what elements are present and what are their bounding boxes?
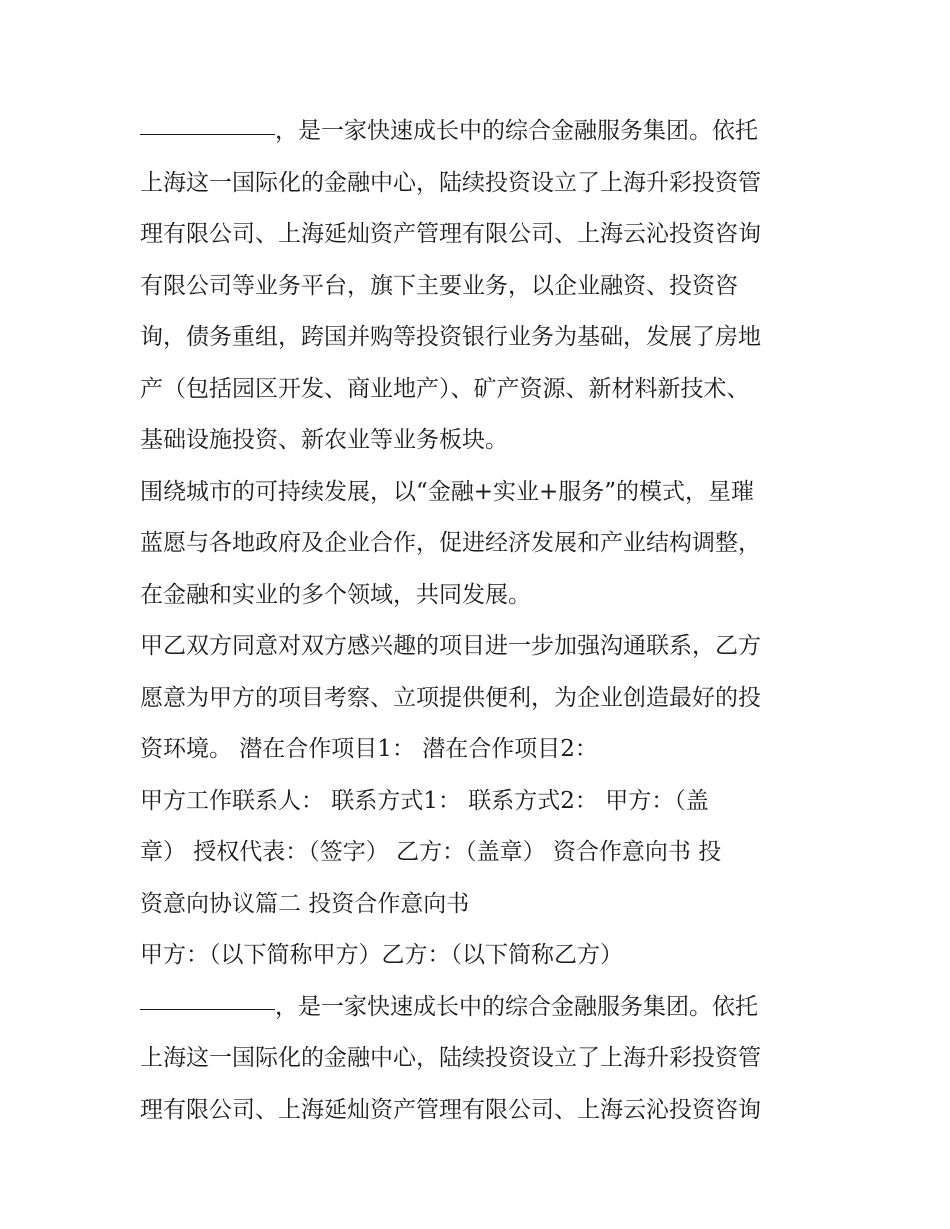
line-text: ，是一家快速成长中的综合金融服务集团。依托	[275, 993, 758, 1020]
text-line: 甲方工作联系人： 联系方式1： 联系方式2： 甲方：（盖	[140, 787, 709, 814]
text-line: 询，债务重组，跨国并购等投资银行业务为基础，发展了房地	[140, 324, 761, 350]
text-line: 理有限公司、上海延灿资产管理有限公司、上海云沁投资咨询	[140, 1096, 761, 1123]
text-line: 在金融和实业的多个领域，共同发展。	[140, 581, 531, 608]
text-line: 蓝愿与各地政府及企业合作，促进经济发展和产业结构调整，	[140, 530, 761, 556]
text-line: 围绕城市的可持续发展，以“金融+实业+服务”的模式，星璀	[140, 478, 755, 505]
text-line: 甲乙双方同意对双方感兴趣的项目进一步加强沟通联系，乙方	[140, 633, 761, 659]
text-line: 上海这一国际化的金融中心，陆续投资设立了上海升彩投资管	[140, 1045, 761, 1071]
text-line: 资意向协议篇二 投资合作意向书	[140, 890, 470, 917]
text-line: 章） 授权代表：（签字） 乙方：（盖章） 资合作意向书 投	[140, 839, 722, 865]
text-line: 产（包括园区开发、商业地产）、矿产资源、新材料新技术、	[140, 375, 750, 402]
text-line: 有限公司等业务平台，旗下主要业务，以企业融资、投资咨	[140, 272, 738, 299]
text-line	[140, 982, 820, 1034]
text-line: 愿意为甲方的项目考察、立项提供便利，为企业创造最好的投	[140, 684, 761, 711]
line-text: ，是一家快速成长中的综合金融服务集团。依托	[275, 118, 758, 144]
text-line: 上海这一国际化的金融中心，陆续投资设立了上海升彩投资管	[140, 169, 761, 196]
document-body	[140, 106, 820, 1136]
text-line	[140, 106, 820, 158]
text-line: 甲方：（以下简称甲方）乙方：（以下简称乙方）	[140, 942, 623, 968]
fill-in-blank	[140, 1008, 275, 1010]
text-line: 理有限公司、上海延灿资产管理有限公司、上海云沁投资咨询	[140, 221, 761, 247]
text-line: 基础设施投资、新农业等业务板块。	[140, 427, 508, 453]
fill-in-blank	[140, 133, 275, 135]
text-line: 资环境。 潜在合作项目1： 潜在合作项目2：	[140, 736, 598, 762]
